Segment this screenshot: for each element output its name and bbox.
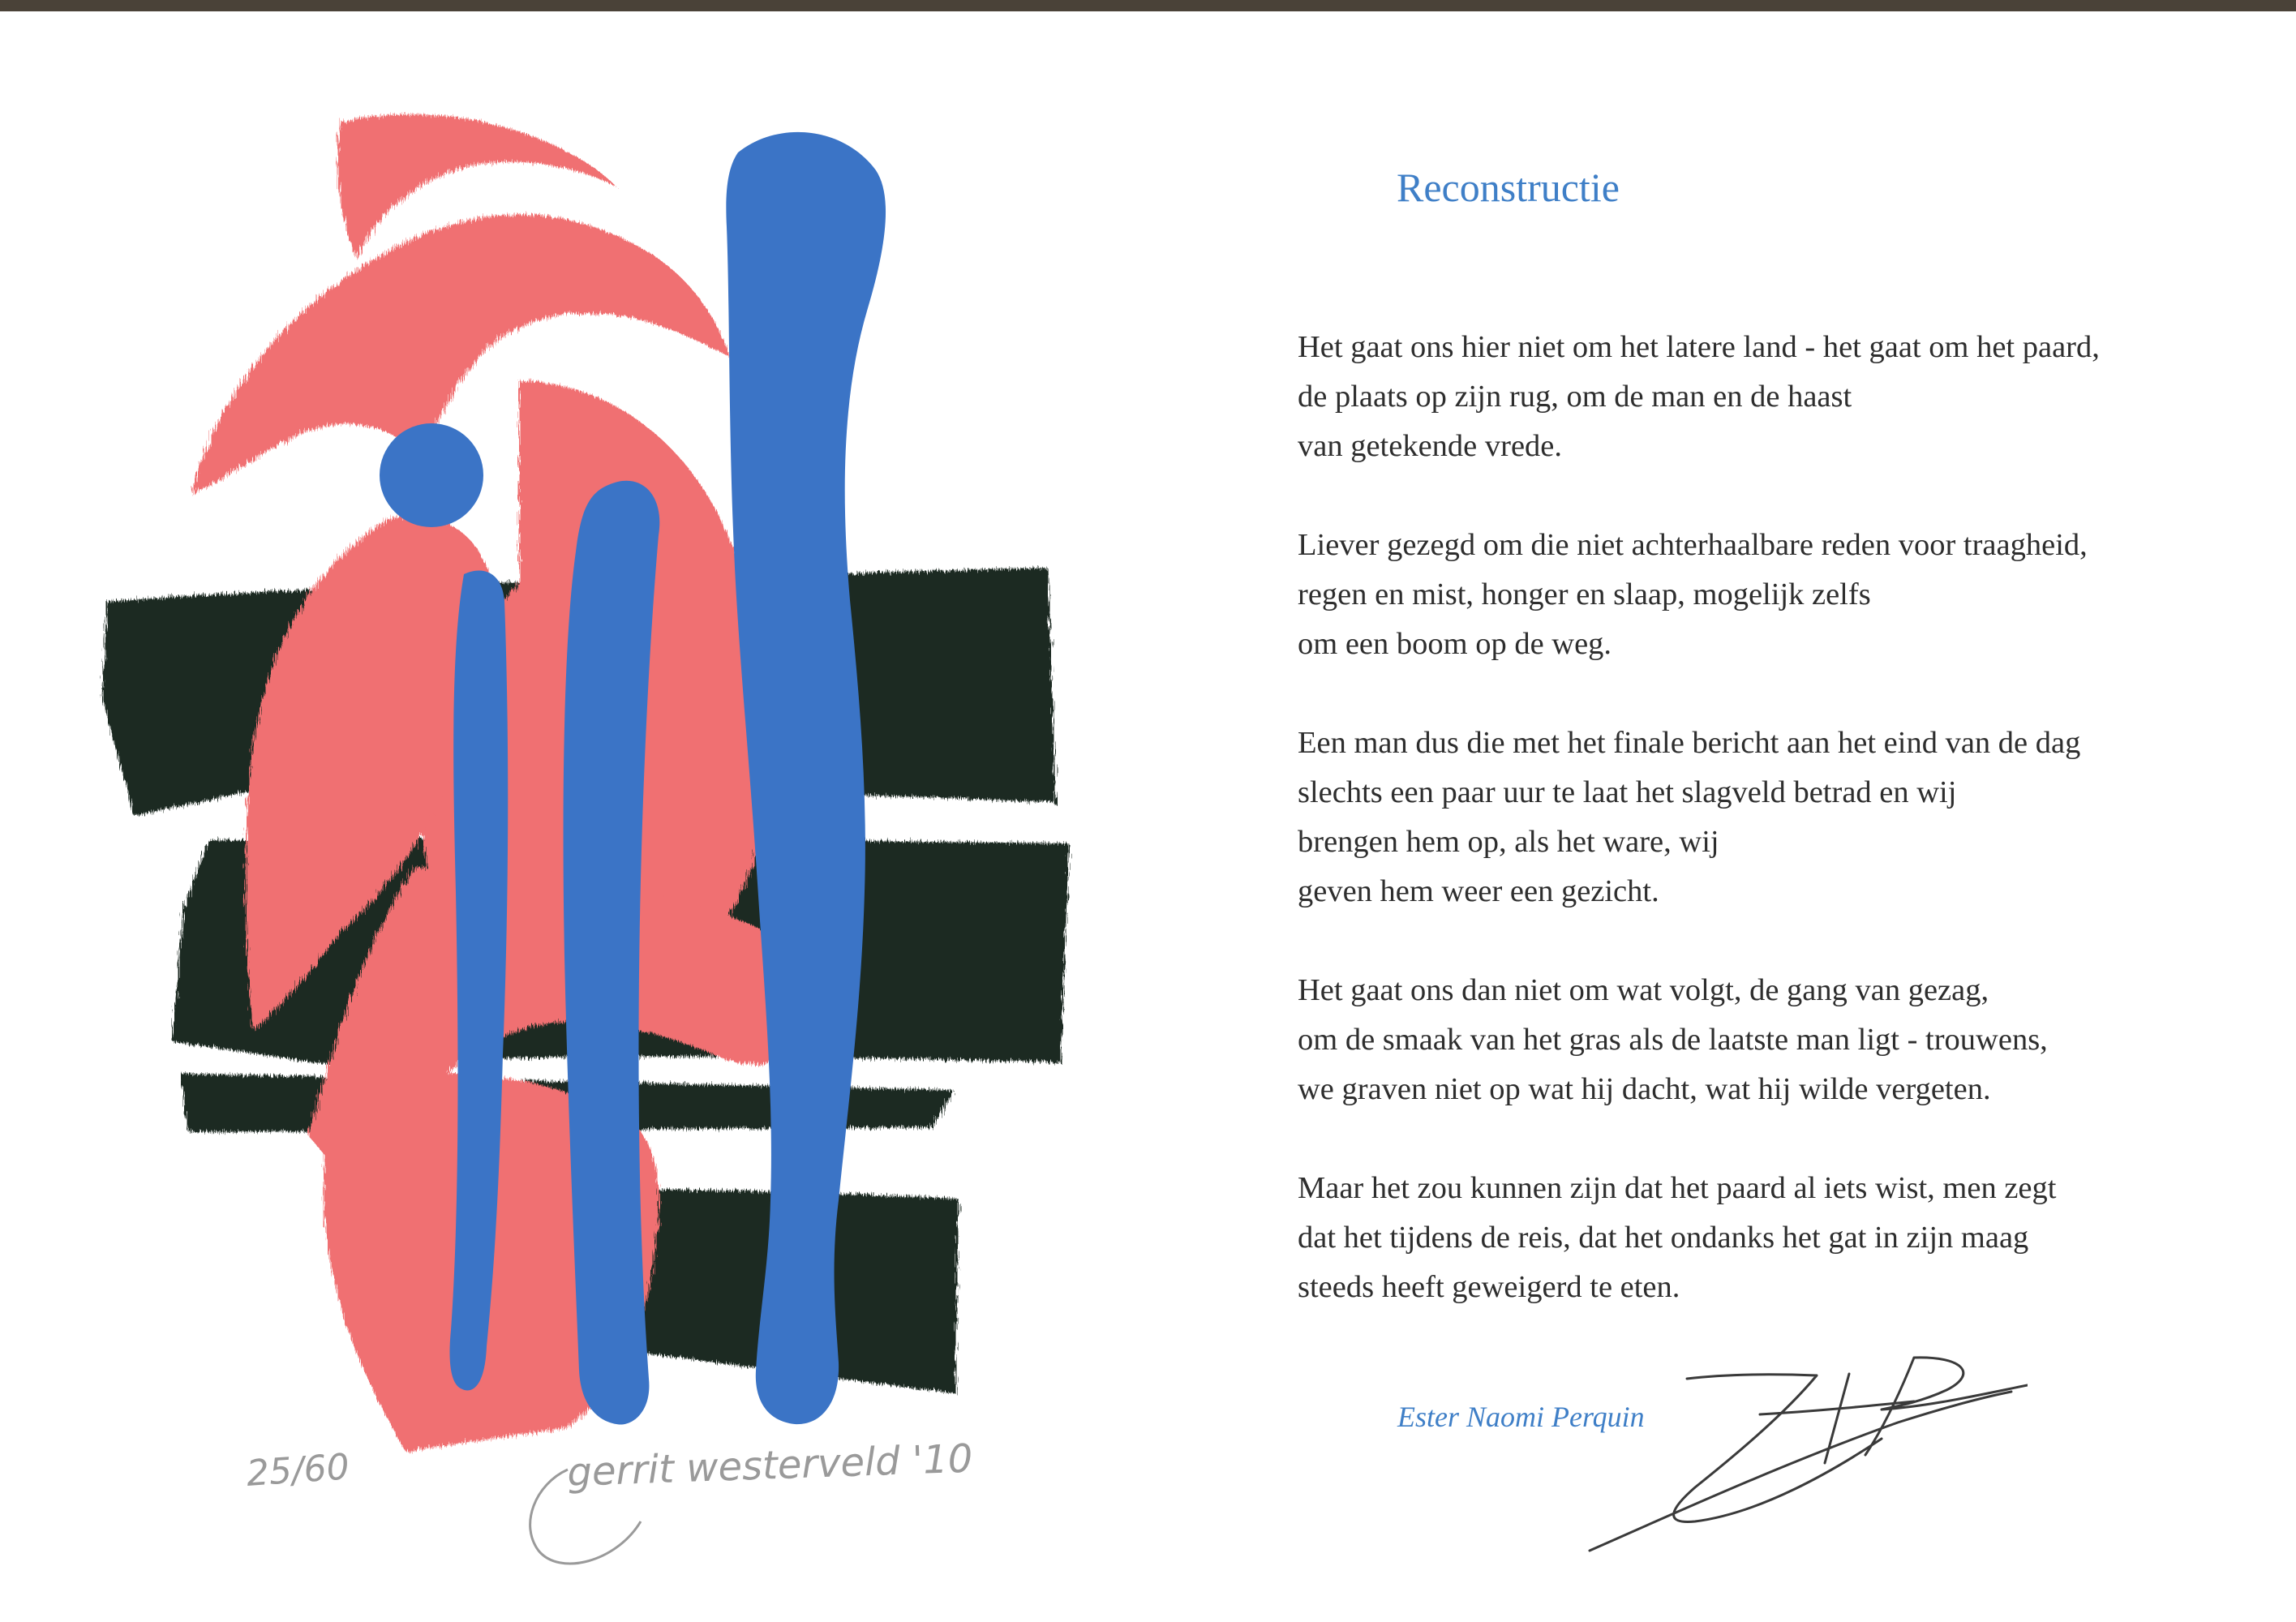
blue-circle <box>380 423 483 527</box>
poem-body <box>1298 323 2271 1362</box>
poem-line: we graven niet op wat hij dacht, wat hij wilde vergeten. <box>1298 1072 1991 1106</box>
poem-line: om de smaak van het gras als de laatste man ligt - trouwens, <box>1298 1023 2048 1057</box>
poem-line: geven hem weer een gezicht. <box>1298 874 1659 908</box>
author-signature <box>1573 1341 2028 1585</box>
edition-number: 25/60 <box>245 1446 351 1495</box>
poem-line: dat het tijdens de reis, dat het ondanks het gat in zijn maag <box>1298 1221 2029 1255</box>
poem-author: Ester Naomi Perquin <box>1397 1401 1645 1433</box>
poem-stanza <box>1298 323 2271 471</box>
poem-line: de plaats op zijn rug, om de man en de haast <box>1298 380 1852 414</box>
page-top-edge <box>0 0 2296 11</box>
poem-line: brengen hem op, als het ware, wij <box>1298 825 1719 859</box>
poem-stanza <box>1298 521 2271 669</box>
poem-line: Het gaat ons dan niet om wat volgt, de gang van gezag, <box>1298 973 1989 1007</box>
poem-stanza <box>1298 1164 2271 1312</box>
poem-line: Maar het zou kunnen zijn dat het paard al iets wist, men zegt <box>1298 1171 2057 1205</box>
poem-section <box>1298 11 2271 1622</box>
poem-line: van getekende vrede. <box>1298 429 1563 463</box>
poem-stanza <box>1298 966 2271 1114</box>
artist-signature: gerrit westerveld '10 <box>566 1435 974 1495</box>
poem-line: steeds heeft geweigerd te eten. <box>1298 1270 1680 1304</box>
poem-line: slechts een paar uur te laat het slagveld betrad en wij <box>1298 775 1957 809</box>
poem-line: om een boom op de weg. <box>1298 627 1612 661</box>
poem-line: Een man dus die met het finale bericht aan het eind van de dag <box>1298 726 2081 760</box>
poem-line: regen en mist, honger en slaap, mogelijk zelfs <box>1298 577 1871 611</box>
poem-line: Liever gezegd om die niet achterhaalbare reden voor traagheid, <box>1298 528 2088 562</box>
poem-line: Het gaat ons hier niet om het latere land - het gaat om het paard, <box>1298 330 2100 364</box>
poem-stanza <box>1298 719 2271 916</box>
abstract-artwork <box>0 11 1152 1622</box>
poem-title: Reconstructie <box>1397 165 1620 210</box>
